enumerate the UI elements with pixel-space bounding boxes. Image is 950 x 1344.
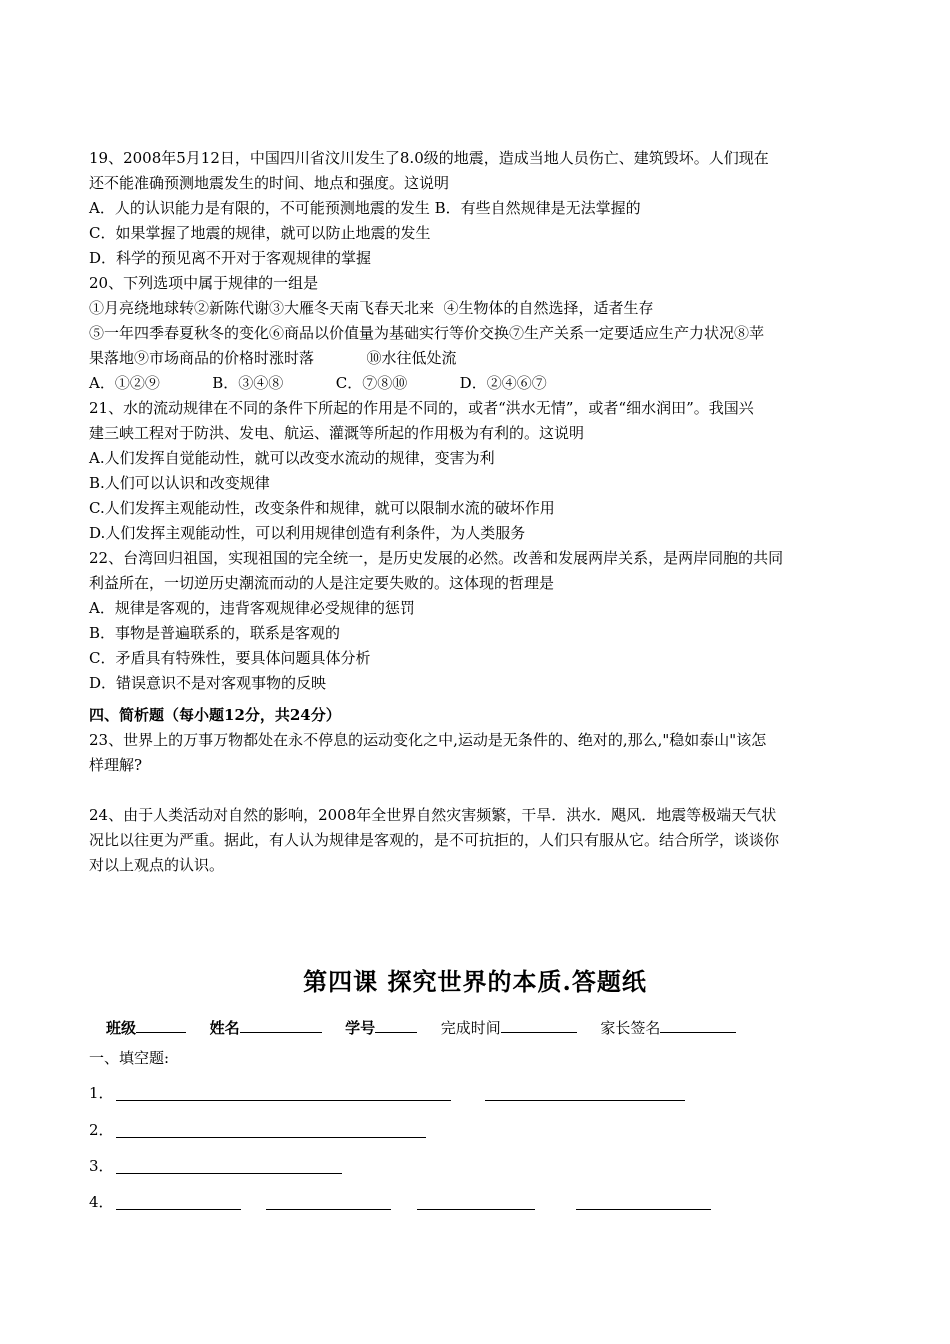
question-line: ①月亮绕地球转②新陈代谢③大雁冬天南飞春天北来 ④生物体的自然选择，适者生存	[89, 299, 654, 317]
question-line: 21、水的流动规律在不同的条件下所起的作用是不同的，或者“洪水无情”，或者“细水润田”。我国兴	[89, 399, 754, 417]
question-23-line-1: 23、世界上的万事万物都处在永不停息的运动变化之中,运动是无条件的、绝对的,那么,"稳如泰山"该怎	[89, 731, 767, 749]
question-line: 22、台湾回归祖国，实现祖国的完全统一，是历史发展的必然。改善和发展两岸关系，是两岸同胞的共同	[89, 549, 784, 567]
answer-row-2-number: 2．	[89, 1121, 114, 1139]
question-line: 建三峡工程对于防洪、发电、航运、灌溉等所起的作用极为有利的。这说明	[89, 424, 585, 442]
section-heading-analysis: 四、简析题（每小题12分，共24分）	[89, 706, 341, 724]
answer-row-3	[89, 1156, 789, 1176]
question-line: B.人们可以认识和改变规律	[89, 474, 270, 492]
question-line: C.人们发挥主观能动性，改变条件和规律，就可以限制水流的破坏作用	[89, 499, 555, 517]
parent-signature-field[interactable]	[660, 1016, 736, 1033]
question-line: C．如果掌握了地震的规律，就可以防止地震的发生	[89, 224, 431, 242]
class-label: 班级	[106, 1019, 137, 1037]
parent-signature-label: 家长签名	[600, 1019, 661, 1037]
answer-blank-1a[interactable]	[116, 1100, 451, 1101]
question-line: D．科学的预见离不开对于客观规律的掌握	[89, 249, 372, 267]
question-line: 19、2008年5月12日，中国四川省汶川发生了8.0级的地震，造成当地人员伤亡、建筑毁坏。人们现在	[89, 149, 769, 167]
question-line: A．人的认识能力是有限的，不可能预测地震的发生 B．有些自然规律是无法掌握的	[89, 199, 641, 217]
student-id-field[interactable]	[375, 1016, 417, 1033]
answer-row-4-number: 4．	[89, 1193, 114, 1211]
fill-in-heading: 一、填空题:	[89, 1049, 170, 1067]
name-label: 姓名	[209, 1019, 240, 1037]
answer-blank-2a[interactable]	[116, 1137, 426, 1138]
question-24-line-3: 对以上观点的认识。	[89, 856, 225, 874]
answer-row-1	[89, 1083, 789, 1103]
completion-time-field[interactable]	[501, 1016, 577, 1033]
question-line: 还不能准确预测地震发生的时间、地点和强度。这说明	[89, 174, 450, 192]
answer-blank-1b[interactable]	[485, 1100, 685, 1101]
question-line: 利益所在，一切逆历史潮流而动的人是注定要失败的。这体现的哲理是	[89, 574, 555, 592]
question-line: A．规律是客观的，违背客观规律必受规律的惩罚	[89, 599, 415, 617]
class-field[interactable]	[136, 1016, 186, 1033]
answer-blank-4b[interactable]	[266, 1209, 391, 1210]
answer-row-1-number: 1．	[89, 1084, 114, 1102]
question-line: B．事物是普遍联系的，联系是客观的	[89, 624, 341, 642]
answer-blank-3a[interactable]	[116, 1173, 342, 1174]
question-line: A．①②⑨ B．③④⑧ C．⑦⑧⑩ D．②④⑥⑦	[89, 374, 547, 392]
student-id-label: 学号	[345, 1019, 376, 1037]
completion-time-label: 完成时间	[440, 1019, 501, 1037]
name-field[interactable]	[240, 1016, 322, 1033]
answer-blank-4c[interactable]	[417, 1209, 535, 1210]
question-23-line-2: 样理解?	[89, 756, 143, 774]
question-line: C．矛盾具有特殊性，要具体问题具体分析	[89, 649, 371, 667]
question-line: D.人们发挥主观能动性，可以利用规律创造有利条件，为人类服务	[89, 524, 526, 542]
question-line: A.人们发挥自觉能动性，就可以改变水流动的规律，变害为利	[89, 449, 495, 467]
question-line: 20、下列选项中属于规律的一组是	[89, 274, 319, 292]
answer-blank-4a[interactable]	[116, 1209, 241, 1210]
question-line: ⑤一年四季春夏秋冬的变化⑥商品以价值量为基础实行等价交换⑦生产关系一定要适应生产力状况⑧苹	[89, 324, 765, 342]
answer-row-4	[89, 1192, 789, 1212]
student-info-line	[106, 1016, 736, 1038]
answer-sheet-title: 第四课 探究世界的本质.答题纸	[303, 967, 647, 996]
question-24-line-2: 况比以往更为严重。据此，有人认为规律是客观的，是不可抗拒的，人们只有服从它。结合所学，谈谈你	[89, 831, 780, 849]
answer-blank-4d[interactable]	[576, 1209, 711, 1210]
question-24-line-1: 24、由于人类活动对自然的影响，2008年全世界自然灾害频繁，干旱．洪水．飓风．地震等极端天气状	[89, 806, 777, 824]
answer-row-3-number: 3．	[89, 1157, 114, 1175]
question-line: 果落地⑨市场商品的价格时涨时落 ⑩水往低处流	[89, 349, 457, 367]
question-line: D．错误意识不是对客观事物的反映	[89, 674, 327, 692]
answer-row-2	[89, 1120, 789, 1140]
